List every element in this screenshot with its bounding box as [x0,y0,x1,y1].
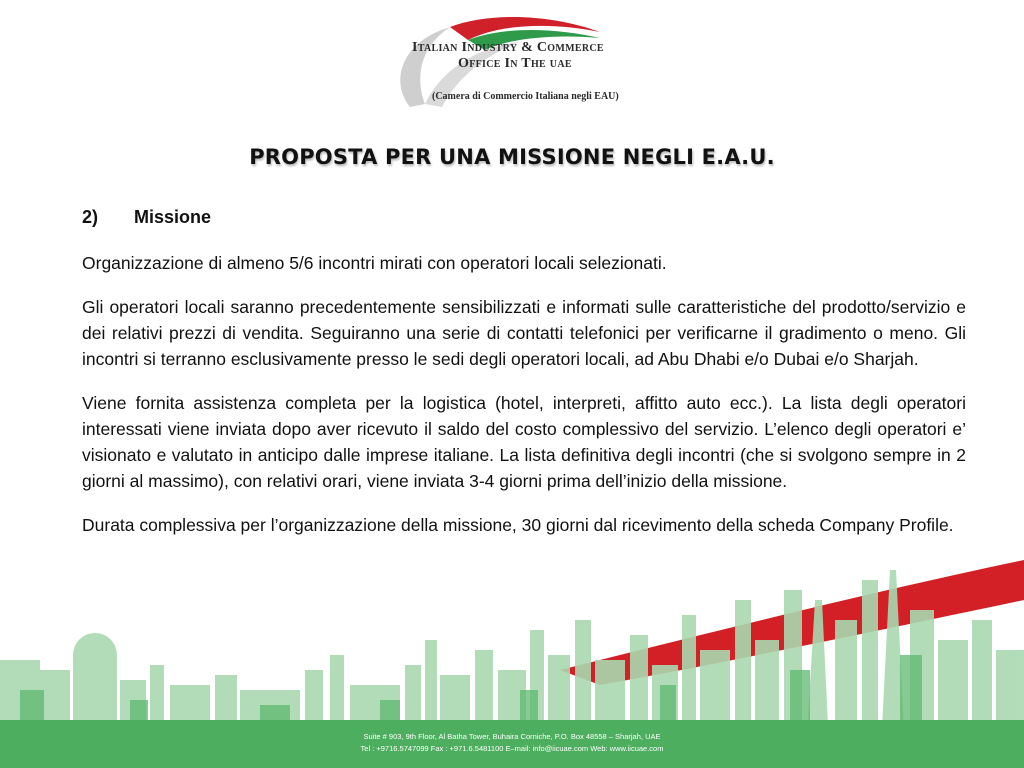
paragraph-1: Organizzazione di almeno 5/6 incontri mirati con operatori locali selezionati. [82,253,667,273]
paragraph-3: Viene fornita assistenza completa per la logistica (hotel, interpreti, affitto auto ecc.). La lista degli operatori interessati viene inviata dopo aver ricevuto il saldo del costo complessivo del servizio. L’elenco degli operatori e’ visionato e valutato in anticipo dalle imprese italiane. La lista definitiva degli incontri (che si svolgono sempre in 2 giorni al massimo), con relativi orari, viene inviata 3-4 giorni prima dell’inizio della missione. [82,393,966,491]
footer-address: Suite # 903, 9th Floor, Al Batha Tower, Buhaira Corniche, P.O. Box 48558 – Sharjah, UAE [363,732,661,741]
content-body [82,207,966,556]
logo-title-line2: Office In The uae [458,56,572,71]
section-title: Missione [134,207,212,227]
section-number: 2) [82,207,99,227]
paragraph-2: Gli operatori locali saranno precedentemente sensibilizzati e informati sulle caratteristiche del prodotto/servizio e dei relativi prezzi di vendita. Seguiranno una serie di contatti telefonici per verificarne il gradimento o meno. Gli incontri si terranno esclusivamente presso le sedi degli operatori locali, ad Abu Dhabi e/o Dubai e/o Sharjah. [82,297,966,369]
paragraph-4: Durata complessiva per l’organizzazione della missione, 30 giorni dal ricevimento della scheda Company Profile. [82,515,954,535]
footer-contacts: Tel : +9716.5747099 Fax : +971.6.5481100 E–mail: info@iicuae.com Web: www.iicuae.com [360,744,664,753]
logo-title-line1: Italian Industry & Commerce [412,40,604,55]
logo-subtitle: (Camera di Commercio Italiana negli EAU) [432,91,619,102]
slide-title: PROPOSTA PER UNA MISSIONE NEGLI E.A.U. [249,145,775,169]
section-heading [82,207,966,228]
